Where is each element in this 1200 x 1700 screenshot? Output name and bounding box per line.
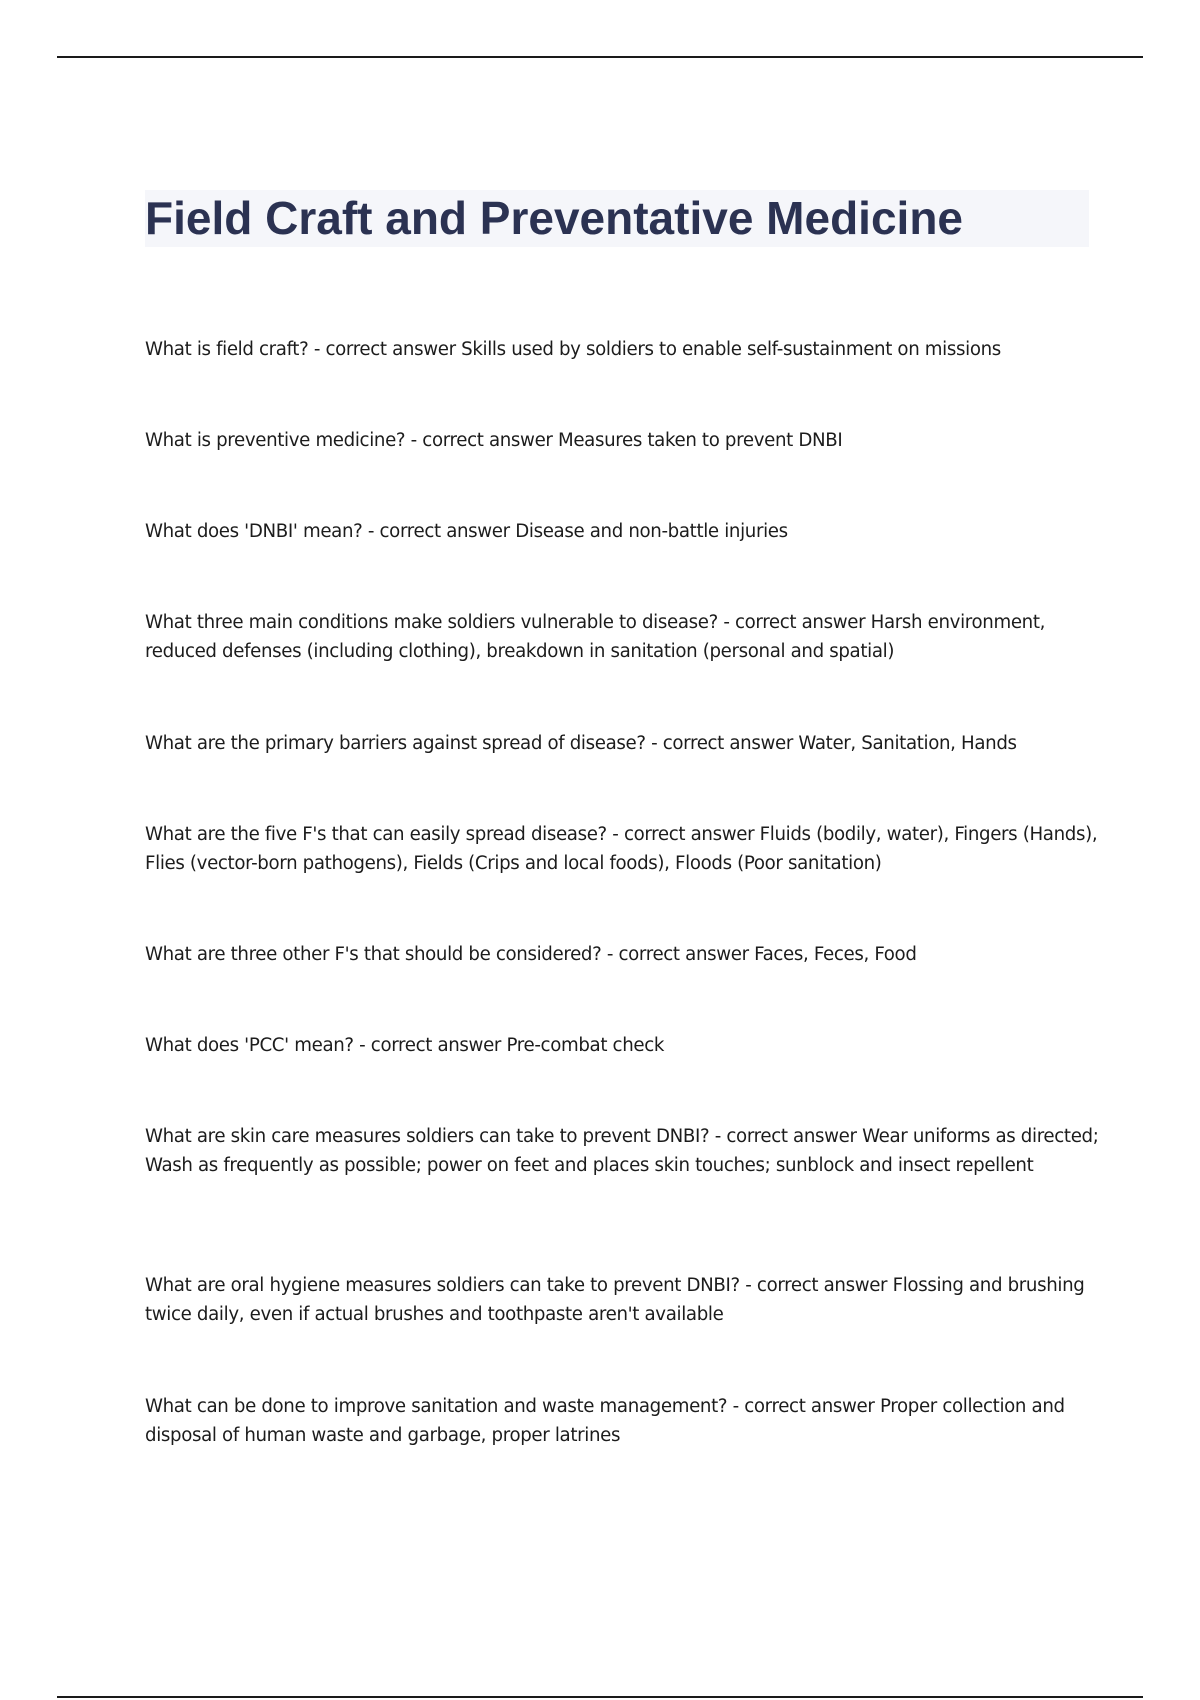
qa-item-7: What are three other F's that should be considered? - correct answer Faces, Feces, Food bbox=[145, 944, 917, 965]
qa-item-2: What is preventive medicine? - correct answer Measures taken to prevent DNBI bbox=[145, 430, 843, 451]
qa-item-8: What does 'PCC' mean? - correct answer Pre-combat check bbox=[145, 1035, 665, 1056]
top-rule bbox=[57, 56, 1143, 58]
document-title: Field Craft and Preventative Medicine bbox=[145, 192, 964, 244]
qa-item-6: What are the five F's that can easily spread disease? - correct answer Fluids (bodily, water), Fingers (Hands), Flies (vector-born pathogens), Fields (Crips and local foods), Floods (Poor sanitation) bbox=[145, 824, 1098, 874]
qa-item-5: What are the primary barriers against spread of disease? - correct answer Water, Sanitation, Hands bbox=[145, 733, 1017, 754]
title-banner bbox=[145, 190, 1089, 247]
qa-item-11: What can be done to improve sanitation and waste management? - correct answer Proper collection and disposal of human waste and garbage, proper latrines bbox=[145, 1396, 1065, 1446]
qa-item-4: What three main conditions make soldiers vulnerable to disease? - correct answer Harsh environment, reduced defenses (including clothing), breakdown in sanitation (personal and spatial) bbox=[145, 612, 1046, 662]
qa-item-9: What are skin care measures soldiers can take to prevent DNBI? - correct answer Wear uniforms as directed; Wash as frequently as possible; power on feet and places skin touches; sunblock and insect repellent bbox=[145, 1126, 1099, 1176]
bottom-rule bbox=[57, 1696, 1143, 1698]
qa-item-1: What is field craft? - correct answer Skills used by soldiers to enable self-sustainment on missions bbox=[145, 339, 1001, 360]
qa-item-3: What does 'DNBI' mean? - correct answer Disease and non-battle injuries bbox=[145, 521, 788, 542]
qa-item-10: What are oral hygiene measures soldiers can take to prevent DNBI? - correct answer Flossing and brushing twice daily, even if actual brushes and toothpaste aren't available bbox=[145, 1275, 1085, 1325]
